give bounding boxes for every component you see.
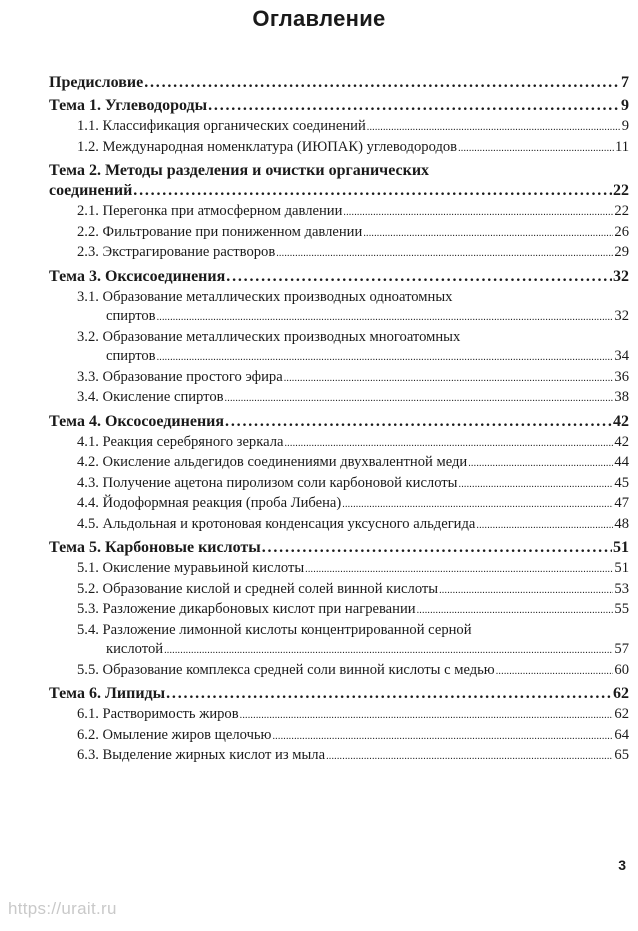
toc-entry-title: Тема 6. Липиды [49,685,166,702]
toc-entry-title-line2: кислотой [106,641,164,657]
toc-section-3-3[interactable] [49,368,629,389]
dot-leader [459,474,614,495]
toc-section-3-2[interactable] [49,328,629,368]
toc-entry-title: 5.1. Окисление муравьиной кислоты [77,560,305,576]
toc-entry-title: 4.2. Окисление альдегидов соединениями двухвалентной меди [77,454,468,470]
toc-entry-title-line2: спиртов [106,308,156,324]
dot-leader [240,705,614,726]
dot-leader [226,267,612,287]
toc-chapter-1[interactable] [49,96,629,116]
dot-leader [468,453,613,474]
page-number: 3 [618,857,626,873]
toc-section-3-4[interactable] [49,388,629,409]
toc-section-5-1[interactable] [49,559,629,580]
toc-entry-title: 5.3. Разложение дикарбоновых кислот при нагревании [77,601,416,617]
toc-entry-title: Предисловие [49,74,144,91]
toc-entry-title-line1: 3.2. Образование металлических производных многоатомных [77,328,461,345]
dot-leader [272,726,613,747]
toc-entry-title: 3.4. Окисление спиртов [77,389,224,405]
dot-leader [458,138,614,159]
toc-page-number: 32 [614,308,629,324]
toc-chapter-4[interactable] [49,412,629,432]
toc-section-5-5[interactable] [49,661,629,682]
toc-page-number: 22 [614,203,629,219]
toc-page-number: 9 [621,118,629,134]
watermark-url: https://urait.ru [8,899,117,918]
toc-section-4-5[interactable] [49,515,629,536]
toc-section-4-2[interactable] [49,453,629,474]
dot-leader [133,181,612,201]
toc-page-number: 38 [614,389,629,405]
dot-leader [363,223,613,244]
dot-leader [276,243,613,264]
toc-entry-title: 3.3. Образование простого эфира [77,368,283,385]
page-title: Оглавление [252,6,386,31]
toc-section-4-4[interactable] [49,494,629,515]
toc-preface[interactable] [49,73,629,93]
toc-entry-title: 4.1. Реакция серебряного зеркала [77,433,284,450]
dot-leader [343,202,613,223]
toc-entry-title: 5.2. Образование кислой и средней солей винной кислоты [77,580,439,597]
dot-leader [225,388,614,409]
toc-entry-title: 6.1. Растворимость жиров [77,706,239,722]
toc-page-number: 62 [613,685,629,702]
toc-section-5-4[interactable] [49,621,629,661]
toc-page-number: 51 [614,560,629,576]
toc-entry-title-line2: соединений [49,182,133,199]
dot-leader [439,580,613,601]
dot-leader [342,494,613,515]
toc-section-5-3[interactable] [49,600,629,621]
toc-entry-title: 2.2. Фильтрование при пониженном давлении [77,223,363,240]
toc-entry-title: 4.5. Альдольная и кротоновая конденсация уксусного альдегида [77,515,476,532]
toc-page-number: 51 [613,539,629,556]
toc-section-6-1[interactable] [49,705,629,726]
dot-leader [305,559,613,580]
dot-leader [157,307,614,328]
toc-page-number: 45 [614,474,629,491]
toc-entry-title: 2.1. Перегонка при атмосферном давлении [77,203,343,219]
toc-page-number: 62 [614,706,629,722]
dot-leader [262,538,612,558]
toc-chapter-3[interactable] [49,267,629,287]
table-of-contents [49,73,629,767]
toc-section-2-1[interactable] [49,202,629,223]
toc-section-3-1[interactable] [49,288,629,328]
dot-leader [326,746,613,767]
toc-chapter-6[interactable] [49,684,629,704]
toc-page-number: 29 [614,244,629,260]
toc-page-number: 44 [614,454,629,470]
toc-section-2-3[interactable] [49,243,629,264]
toc-entry-title-line2: спиртов [106,348,156,364]
toc-page-number: 65 [614,747,629,763]
toc-entry-title-line1: Тема 2. Методы разделения и очистки органических [49,162,430,179]
toc-section-4-3[interactable] [49,474,629,495]
toc-entry-title-line1: 3.1. Образование металлических производных одноатомных [77,288,453,305]
toc-chapter-2[interactable] [49,161,629,201]
dot-leader [417,600,614,621]
toc-section-2-2[interactable] [49,223,629,244]
dot-leader [496,661,614,682]
toc-entry-title: Тема 1. Углеводороды [49,97,208,114]
toc-page-number: 11 [614,138,629,155]
toc-page-number: 48 [614,515,629,532]
dot-leader [476,515,613,536]
toc-page-number: 32 [613,267,629,285]
toc-page-number: 57 [614,641,629,657]
toc-page-number: 53 [614,580,629,597]
dot-leader [284,433,613,454]
toc-section-1-2[interactable] [49,138,629,159]
toc-page-number: 9 [621,97,629,114]
dot-leader [166,684,612,704]
toc-section-5-2[interactable] [49,580,629,601]
toc-chapter-5[interactable] [49,538,629,558]
toc-entry-title: Тема 4. Оксосоединения [49,412,225,430]
dot-leader [284,368,614,389]
toc-entry-title: Тема 5. Карбоновые кислоты [49,539,261,556]
toc-page-number: 36 [614,368,629,385]
toc-page-number: 7 [621,74,629,91]
toc-page-number: 42 [613,412,629,430]
dot-leader [367,117,621,138]
toc-entry-title: 6.2. Омыление жиров щелочью [77,726,272,743]
toc-entry-title: 2.3. Экстрагирование растворов [77,244,276,260]
toc-section-6-3[interactable] [49,746,629,767]
dot-leader [144,73,620,93]
toc-section-6-2[interactable] [49,726,629,747]
toc-entry-title: 4.4. Йодоформная реакция (проба Либена) [77,495,342,511]
dot-leader [208,96,620,116]
toc-page-number: 47 [614,495,629,511]
toc-page-number: 64 [614,726,629,743]
dot-leader [164,640,613,661]
toc-page-number: 34 [614,348,629,364]
toc-page-number: 60 [614,661,629,678]
toc-section-1-1[interactable] [49,117,629,138]
toc-page-number: 22 [613,182,629,199]
toc-entry-title-line1: 5.4. Разложение лимонной кислоты концентрированной серной [77,621,472,638]
dot-leader [157,347,614,368]
toc-page-number: 42 [614,433,629,450]
toc-entry-title: 6.3. Выделение жирных кислот из мыла [77,747,326,763]
toc-page-number: 26 [614,223,629,240]
toc-entry-title: 1.1. Классификация органических соединений [77,118,366,134]
toc-entry-title: 4.3. Получение ацетона пиролизом соли карбоновой кислоты [77,474,458,491]
dot-leader [225,412,612,432]
toc-entry-title: Тема 3. Оксисоединения [49,267,226,285]
toc-section-4-1[interactable] [49,433,629,454]
toc-entry-title: 1.2. Международная номенклатура (ИЮПАК) углеводородов [77,138,458,155]
toc-page-number: 55 [614,601,629,617]
toc-entry-title: 5.5. Образование комплекса средней соли винной кислоты с медью [77,661,495,678]
